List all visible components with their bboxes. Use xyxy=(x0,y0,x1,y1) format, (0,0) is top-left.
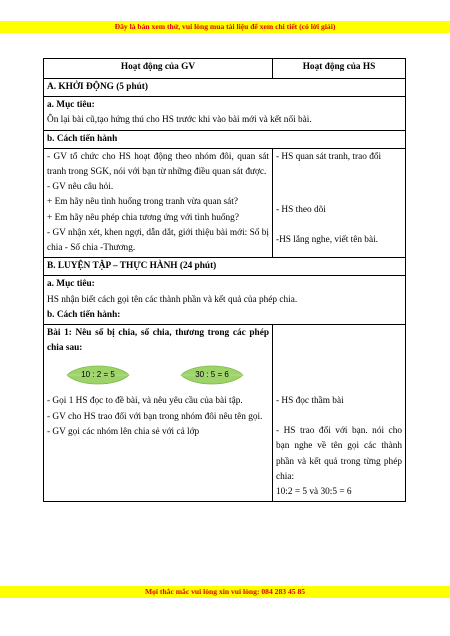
hs-line: -HS lắng nghe, viết tên bài. xyxy=(276,235,378,246)
hs-line: - HS theo dõi xyxy=(276,205,326,216)
section-b-goal xyxy=(44,276,406,325)
gv-line: - GV nêu câu hỏi. xyxy=(47,182,114,193)
leaf-equation-1 xyxy=(65,364,131,386)
section-b-title: B. LUYỆN TẬP – THỰC HÀNH (24 phút) xyxy=(44,258,406,276)
exercise-1-title: Bài 1: Nêu số bị chia, số chia, thương trong các phép chia sau: xyxy=(47,328,269,354)
section-b-hs-cell xyxy=(273,325,406,502)
section-a-activity-row xyxy=(44,148,406,257)
section-a-goal xyxy=(44,97,406,130)
section-a-method: b. Cách tiến hành xyxy=(44,130,406,148)
section-a-goal-label: a. Mục tiêu: xyxy=(47,100,95,111)
leaf-equation-1-text: 10 : 2 = 5 xyxy=(81,370,115,380)
gv-line: - GV nhận xét, khen ngợi, dẫn dắt, giới thiệu bài mới: Số bị chia - Số chia -Thương. xyxy=(47,227,269,254)
section-a-goal-text: Ôn lại bài cũ,tạo hứng thú cho HS trước khi vào bài mới và kết nối bài. xyxy=(47,115,312,126)
hs-line: 10:2 = 5 và 30:5 = 6 xyxy=(276,487,352,498)
leaf-equation-2 xyxy=(179,364,245,386)
gv-line: + Em hãy nêu phép chia tương ứng với tình huống? xyxy=(47,212,239,223)
hs-line: - HS quan sát tranh, trao đổi xyxy=(276,151,382,162)
lesson-table xyxy=(43,58,406,502)
section-a-title: A. KHỞI ĐỘNG (5 phút) xyxy=(44,79,406,97)
gv-line: - GV cho HS trao đổi với bạn trong nhóm đôi nêu tên gọi. xyxy=(47,411,263,422)
hs-line: - HS đọc thầm bài xyxy=(276,396,344,407)
gv-line: + Em hãy nêu tình huống trong tranh vừa quan sát? xyxy=(47,197,239,208)
header-hs: Hoạt động của HS xyxy=(273,59,406,79)
section-b-goal-text: HS nhận biết cách gọi tên các thành phần và kết quả của phép chia. xyxy=(47,294,298,305)
leaf-equation-2-text: 30 : 5 = 6 xyxy=(195,370,229,380)
section-a-hs-cell xyxy=(273,148,406,257)
gv-line: - GV tổ chức cho HS hoạt động theo nhóm đôi, quan sát tranh trong SGK, nói với bạn từ những điều quan sát được. xyxy=(47,151,269,178)
section-b-goal-label: a. Mục tiêu: xyxy=(47,279,95,290)
gv-line: - Gọi 1 HS đọc to đề bài, và nêu yêu cầu của bài tập. xyxy=(47,396,243,407)
section-b-gv-cell xyxy=(44,325,273,502)
leaf-equations xyxy=(47,356,269,394)
preview-banner: Đây là bản xem thử, vui lòng mua tài liệu để xem chi tiết (có lời giải) xyxy=(0,21,450,33)
gv-line: - GV gọi các nhóm lên chia sẻ với cả lớp xyxy=(47,426,200,437)
header-gv: Hoạt động của GV xyxy=(44,59,273,79)
table-header-row xyxy=(44,59,406,79)
contact-banner: Mọi thắc mắc vui lòng xin vui lòng: 084 283 45 85 xyxy=(0,586,450,598)
hs-line: - HS trao đổi với bạn. nói cho bạn nghe về tên gọi các thành phần và kết quả trong từng phép chia: xyxy=(276,426,402,482)
section-a-gv-cell xyxy=(44,148,273,257)
section-b-activity-row xyxy=(44,325,406,502)
section-b-method: b. Cách tiến hành: xyxy=(47,309,121,320)
